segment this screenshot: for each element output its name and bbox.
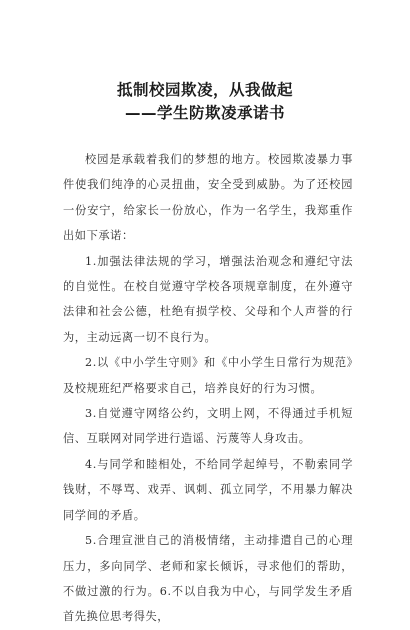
paragraph-item-2: 2.以《中小学生守则》和《中小学生日常行为规范》及校规班纪严格要求自己，培养良好的行为习惯。 [63, 356, 353, 395]
paragraph-item-5-6: 5.合理宣泄自己的消极情绪，主动排遣自己的心理压力，多向同学、老师和家长倾诉，寻求他们的帮助，不做过激的行为。6.不以自我为中心，与同学发生矛盾首先换位思考得失， [63, 534, 353, 624]
paragraph-item-4: 4.与同学和睦相处，不给同学起绰号，不勒索同学钱财，不辱骂、戏弄、讽刺、孤立同学，不用暴力解决同学间的矛盾。 [63, 457, 353, 522]
document-subtitle: ——学生防欺凌承诺书 [124, 104, 285, 122]
paragraph-intro: 校园是承载着我们的梦想的地方。校园欺凌暴力事件使我们纯净的心灵扭曲，安全受到威胁。为了还校园一份安宁，给家长一份放心，作为一名学生，我郑重作出如下承诺： [63, 153, 353, 243]
document-title: 抵制校园欺凌，从我做起 [116, 81, 293, 99]
paragraph-item-3: 3.自觉遵守网络公约，文明上网，不得通过手机短信、互联网对同学进行造谣、污蔑等人身攻击。 [63, 407, 353, 446]
paragraph-item-1: 1.加强法律法规的学习，增强法治观念和遵纪守法的自觉性。在校自觉遵守学校各项规章制度，在外遵守法律和社会公德，杜绝有损学校、父母和个人声誉的行为，主动远离一切不良行为。 [63, 254, 353, 344]
document-body [63, 147, 353, 630]
